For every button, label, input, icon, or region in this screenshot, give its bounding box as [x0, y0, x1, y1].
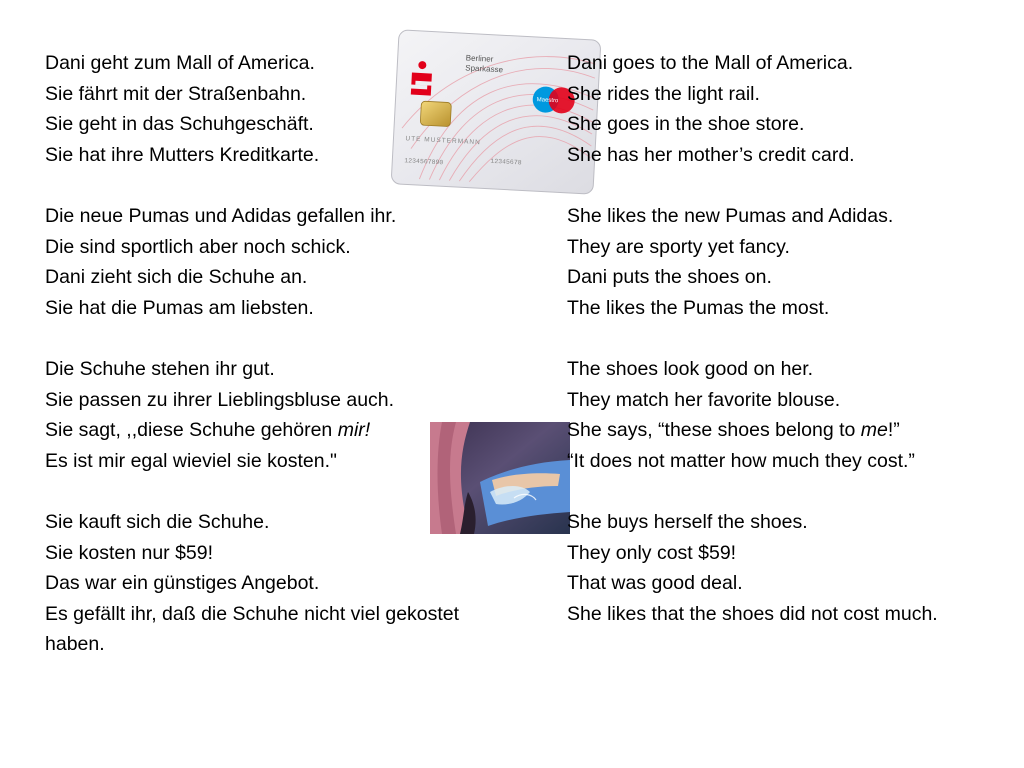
text-line: They match her favorite blouse. — [567, 388, 841, 411]
german-stanza-4 — [45, 507, 465, 660]
text-line: She likes that the shoes did not cost much. — [567, 602, 938, 625]
english-stanza-4 — [567, 507, 938, 629]
text-fragment: She says, “these shoes belong to — [567, 419, 861, 441]
emphasis-text: me — [860, 419, 888, 441]
text-line: Die sind sportlich aber noch schick. — [45, 235, 351, 258]
text-line: They are sporty yet fancy. — [567, 235, 790, 258]
emphasis-text: mir! — [337, 419, 371, 441]
text-line: Dani geht zum Mall of America. — [45, 52, 315, 74]
german-stanza-2 — [45, 201, 465, 323]
text-line: Sie hat die Pumas am liebsten. — [45, 296, 314, 319]
english-text-column — [567, 48, 938, 660]
text-line: She rides the light rail. — [567, 82, 760, 105]
text-line: Sie hat ihre Mutters Kreditkarte. — [45, 143, 320, 166]
english-stanza-3 — [567, 354, 938, 476]
text-line: Es ist mir egal wieviel sie kosten." — [45, 449, 337, 472]
bank-name-line-2: Sparkasse — [465, 63, 504, 75]
english-stanza-1 — [567, 48, 938, 170]
bank-name-line-1: Berliner — [465, 53, 494, 64]
text-line — [567, 415, 938, 446]
text-line: Es gefällt ihr, daß die Schuhe nicht viel gekostet haben. — [45, 602, 460, 655]
text-line: That was good deal. — [567, 572, 743, 594]
text-line: The shoes look good on her. — [567, 358, 814, 380]
text-line: They only cost $59! — [567, 541, 737, 564]
text-line: She goes in the shoe store. — [567, 113, 805, 135]
glass-slipper-image — [430, 422, 570, 534]
text-line: Die Schuhe stehen ihr gut. — [45, 358, 275, 380]
text-line: “It does not matter how much they cost.” — [567, 449, 915, 472]
card-number-left: 1234567890 — [404, 157, 444, 167]
text-fragment: !” — [887, 419, 900, 441]
english-stanza-2 — [567, 201, 938, 323]
card-number-right: 12345678 — [490, 157, 522, 167]
card-holder-name: UTE MUSTERMANN — [405, 135, 481, 147]
text-line: Sie kauft sich die Schuhe. — [45, 511, 270, 533]
text-line: She likes the new Pumas and Adidas. — [567, 205, 894, 227]
text-fragment: Sie sagt, ,,diese Schuhe gehören — [45, 419, 338, 441]
text-line: Dani puts the shoes on. — [567, 266, 772, 288]
chip-icon — [420, 101, 451, 127]
text-line: Sie geht in das Schuhgeschäft. — [45, 113, 314, 135]
text-line: Dani goes to the Mall of America. — [567, 52, 854, 74]
text-line: She buys herself the shoes. — [567, 511, 808, 533]
german-stanza-3 — [45, 354, 465, 476]
text-line: Sie kosten nur $59! — [45, 541, 214, 564]
text-line: Dani zieht sich die Schuhe an. — [45, 266, 308, 288]
text-line: The likes the Pumas the most. — [567, 296, 830, 319]
text-line: Sie passen zu ihrer Lieblingsbluse auch. — [45, 388, 395, 411]
text-line: Sie fährt mit der Straßenbahn. — [45, 82, 307, 105]
brand-text: Maestro — [536, 97, 559, 105]
text-line: Das war ein günstiges Angebot. — [45, 572, 320, 594]
text-line: She has her mother’s credit card. — [567, 143, 855, 166]
text-line: Die neue Pumas und Adidas gefallen ihr. — [45, 205, 397, 227]
text-line — [45, 415, 465, 446]
